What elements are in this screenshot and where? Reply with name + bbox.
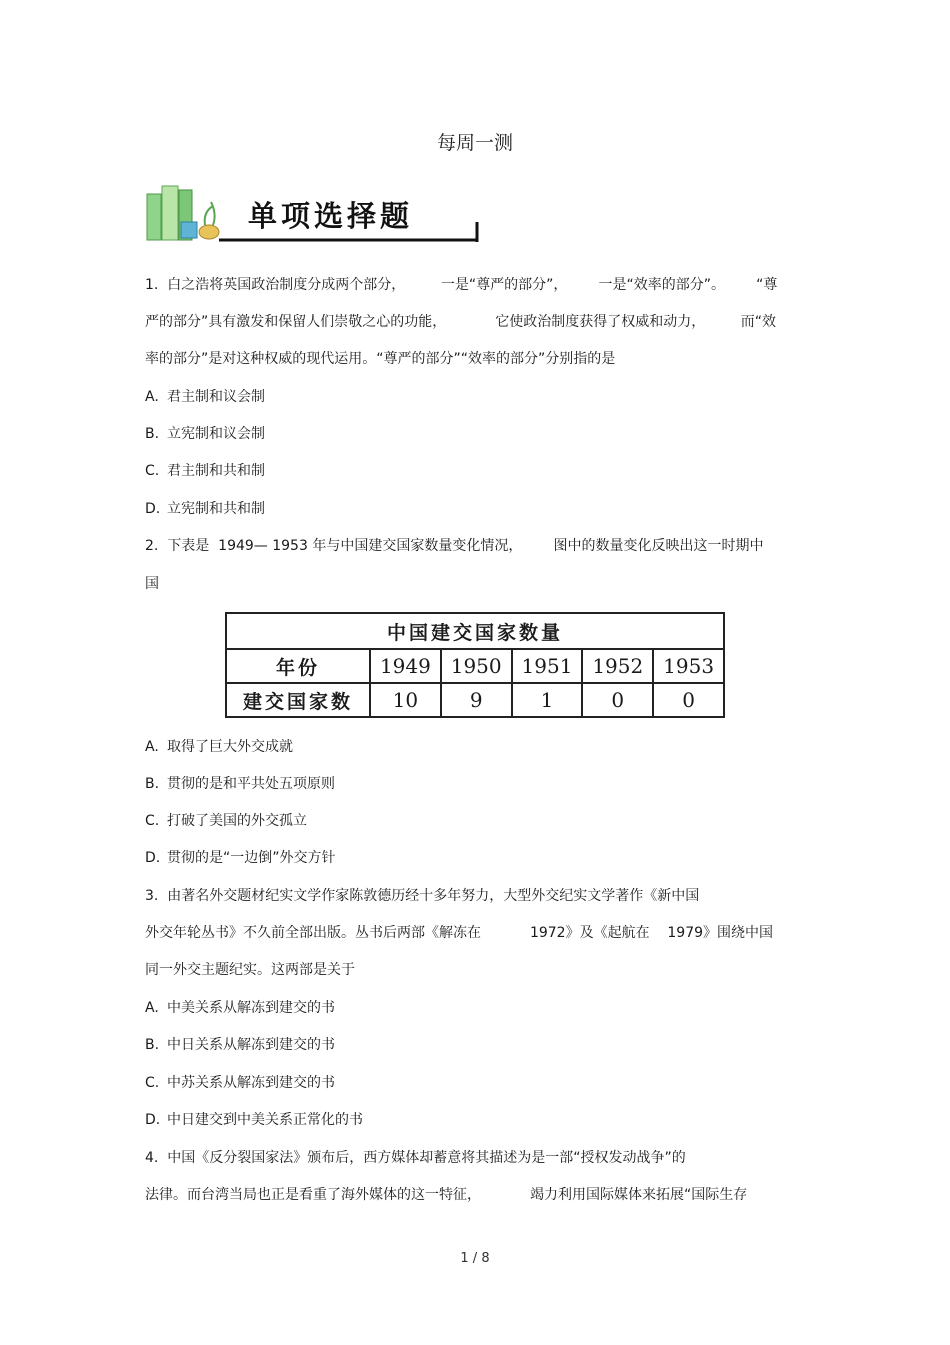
table-caption: 中国建交国家数量	[226, 613, 724, 649]
question-4-line-2: 法律。而台湾当局也正是看重了海外媒体的这一特征， 竭力利用国际媒体来拓展“国际生存	[145, 1187, 748, 1203]
table-row-header-year: 年份	[226, 649, 370, 683]
question-3-line-2: 外交年轮丛书》不久前全部出版。丛书后两部《解冻在 1972》及《起航在 1979》围绕中国	[145, 925, 774, 941]
question-2-line-1: 2. 下表是 1949— 1953 年与中国建交国家数量变化情况， 图中的数量变化反映出这一时期中	[145, 538, 764, 554]
books-icon	[147, 186, 219, 240]
section-banner-title: 单项选择题	[248, 199, 414, 233]
table-count-cell: 10	[370, 683, 441, 717]
table-count-cell: 9	[441, 683, 512, 717]
question-2-option-c: C. 打破了美国的外交孤立	[145, 813, 307, 829]
question-2-option-b: B. 贯彻的是和平共处五项原则	[145, 776, 335, 792]
question-1-line-1: 1. 白之浩将英国政治制度分成两个部分， 一是“尊严的部分”， 一是“效率的部分”。 “尊	[145, 277, 778, 293]
question-4-line-1: 4. 中国《反分裂国家法》颁布后，西方媒体却蓄意将其描述为是一部“授权发动战争”的	[145, 1150, 686, 1166]
table-year-cell: 1950	[441, 649, 512, 683]
question-3-option-c: C. 中苏关系从解冻到建交的书	[145, 1075, 335, 1091]
question-2-option-d: D. 贯彻的是“一边倒”外交方针	[145, 850, 336, 866]
table-row-header-count: 建交国家数	[226, 683, 370, 717]
question-1-option-c: C. 君主制和共和制	[145, 463, 265, 479]
table-count-cell: 1	[512, 683, 583, 717]
question-1-line-2: 严的部分”具有激发和保留人们崇敬之心的功能， 它使政治制度获得了权威和动力， 而“效	[145, 314, 777, 330]
table-year-cell: 1951	[512, 649, 583, 683]
table-count-cell: 0	[582, 683, 653, 717]
question-3-option-a: A. 中美关系从解冻到建交的书	[145, 1000, 335, 1016]
diplomatic-relations-table	[225, 612, 725, 718]
question-1-option-a: A. 君主制和议会制	[145, 389, 265, 405]
page-title: 每周一测	[436, 132, 513, 154]
question-3-option-b: B. 中日关系从解冻到建交的书	[145, 1037, 335, 1053]
question-1-option-d: D. 立宪制和共和制	[145, 501, 265, 517]
question-3-option-d: D. 中日建交到中美关系正常化的书	[145, 1112, 363, 1128]
table-year-cell: 1953	[653, 649, 724, 683]
table-year-cell: 1949	[370, 649, 441, 683]
question-2-option-a: A. 取得了巨大外交成就	[145, 739, 293, 755]
question-3-line-1: 3. 由著名外交题材纪实文学作家陈敦德历经十多年努力，大型外交纪实文学著作《新中国	[145, 888, 700, 904]
table-count-cell: 0	[653, 683, 724, 717]
question-2-line-2: 国	[145, 576, 159, 592]
table-year-cell: 1952	[582, 649, 653, 683]
question-3-line-3: 同一外交主题纪实。这两部是关于	[145, 962, 355, 978]
question-1-line-3: 率的部分”是对这种权威的现代运用。“尊严的部分”“效率的部分”分别指的是	[145, 351, 616, 367]
page-number: 1 / 8	[460, 1251, 490, 1266]
question-1-option-b: B. 立宪制和议会制	[145, 426, 265, 442]
